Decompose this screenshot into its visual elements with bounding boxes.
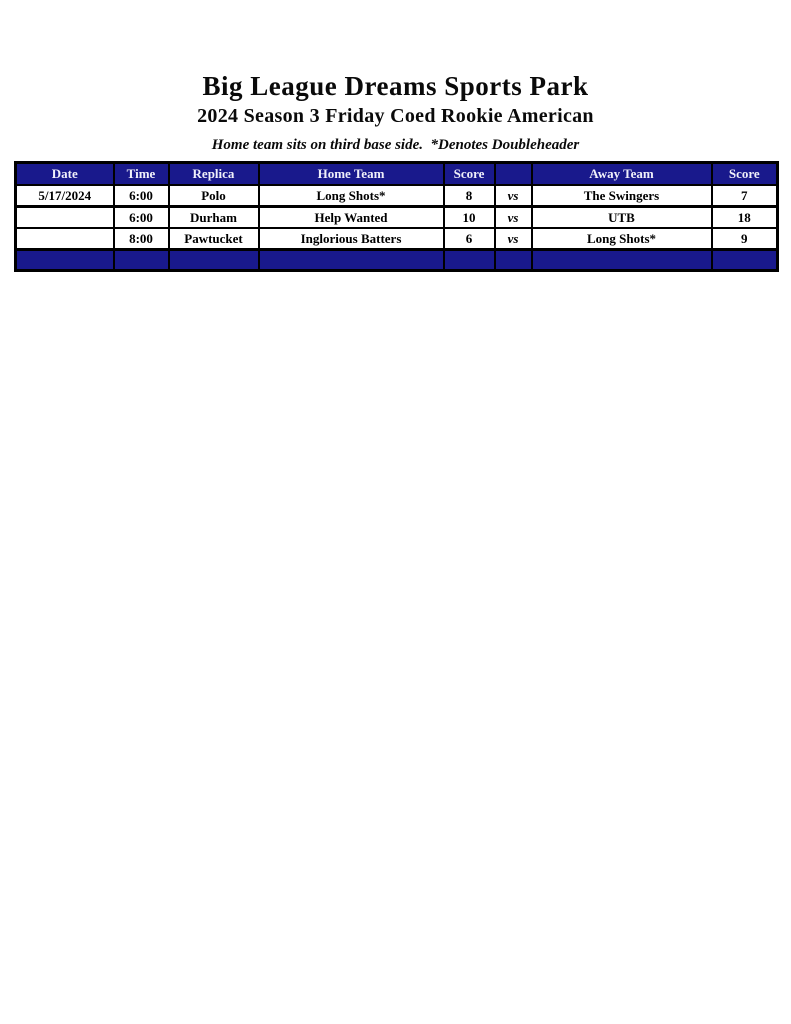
page-note: Home team sits on third base side. *Denotes Doubleheader <box>211 137 580 154</box>
vs-cell: vs <box>495 228 532 250</box>
away-score-cell <box>712 250 778 271</box>
game-row <box>16 207 778 229</box>
col-header-date: Date <box>16 163 114 186</box>
home-score-cell <box>444 250 495 271</box>
time-cell <box>114 250 169 271</box>
schedule-table <box>14 161 779 272</box>
home-team-cell <box>259 250 444 271</box>
table-header-row <box>16 163 778 186</box>
away-team-cell: UTB <box>532 207 712 229</box>
col-header-vs <box>495 163 532 186</box>
replica-cell: Pawtucket <box>169 228 259 250</box>
replica-cell <box>169 250 259 271</box>
date-cell <box>16 228 114 250</box>
away-score-cell: 9 <box>712 228 778 250</box>
away-team-cell: The Swingers <box>532 185 712 207</box>
home-score-cell: 6 <box>444 228 495 250</box>
col-header-home-team: Home Team <box>259 163 444 186</box>
home-team-cell: Long Shots* <box>259 185 444 207</box>
home-team-cell: Help Wanted <box>259 207 444 229</box>
empty-row <box>16 250 778 271</box>
date-cell <box>16 207 114 229</box>
vs-cell: vs <box>495 185 532 207</box>
away-team-cell: Long Shots* <box>532 228 712 250</box>
col-header-home-score: Score <box>444 163 495 186</box>
game-row <box>16 185 778 207</box>
time-cell: 6:00 <box>114 207 169 229</box>
replica-cell: Polo <box>169 185 259 207</box>
away-team-cell <box>532 250 712 271</box>
vs-cell: vs <box>495 207 532 229</box>
col-header-replica: Replica <box>169 163 259 186</box>
away-score-cell: 7 <box>712 185 778 207</box>
col-header-time: Time <box>114 163 169 186</box>
game-row <box>16 228 778 250</box>
home-score-cell: 8 <box>444 185 495 207</box>
col-header-away-team: Away Team <box>532 163 712 186</box>
schedule-table-wrapper <box>14 161 777 272</box>
date-cell: 5/17/2024 <box>16 185 114 207</box>
home-score-cell: 10 <box>444 207 495 229</box>
replica-cell: Durham <box>169 207 259 229</box>
col-header-away-score: Score <box>712 163 778 186</box>
page-header <box>0 0 791 154</box>
page-title: Big League Dreams Sports Park <box>202 71 589 101</box>
away-score-cell: 18 <box>712 207 778 229</box>
time-cell: 6:00 <box>114 185 169 207</box>
date-cell <box>16 250 114 271</box>
time-cell: 8:00 <box>114 228 169 250</box>
vs-cell <box>495 250 532 271</box>
page-subtitle: 2024 Season 3 Friday Coed Rookie American <box>197 105 594 128</box>
home-team-cell: Inglorious Batters <box>259 228 444 250</box>
